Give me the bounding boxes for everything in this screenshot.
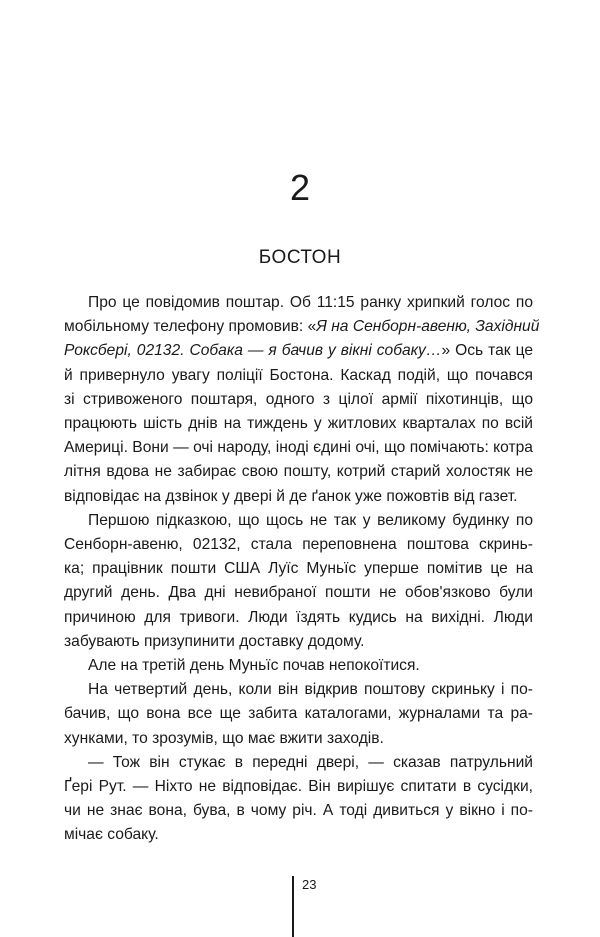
text-line [64, 460, 533, 484]
text-segment: чи не знає вона, бува, в чому річ. А тоді дивиться у вікно і по- [64, 802, 533, 820]
text-line [64, 751, 533, 775]
text-line [64, 315, 540, 339]
text-segment: зі стривоженого поштаря, одного з цілої армії піхотинців, що [64, 390, 533, 408]
paragraph-p4 [64, 678, 533, 751]
text-segment: На четвертий день, коли він відкрив поштову скриньку і по- [88, 681, 533, 699]
text-line [64, 630, 533, 654]
text-line [64, 388, 533, 412]
text-segment: й привернуло увагу поліції Бостона. Каскад подій, що почався [64, 366, 533, 384]
text-line [64, 775, 533, 799]
body-text [64, 291, 540, 848]
text-segment: Америці. Вони — очі народу, іноді єдині очі, що помічають: котра [64, 439, 533, 457]
text-line [64, 606, 533, 630]
text-line [64, 557, 533, 581]
text-segment: мобільному телефону промовив: « [64, 318, 317, 336]
text-segment: працюють шість днів на тиждень у житлових кварталах по всій [64, 415, 533, 433]
text-segment: бачив, що вона все ще забита каталогами, журналами та ра- [64, 705, 533, 723]
text-line [64, 412, 533, 436]
text-segment: причиною для тривоги. Люди їздять кудись на вихідні. Люди [64, 608, 533, 626]
text-segment: другий день. Два дні невибраної пошти не обов'язково були [64, 584, 533, 602]
text-segment: мічає собаку. [64, 826, 159, 844]
text-line [64, 364, 533, 388]
text-line [64, 533, 533, 557]
text-line [64, 702, 533, 726]
text-segment: Про це повідомив поштар. Об 11:15 ранку хрипкий голос по [88, 294, 533, 311]
text-segment: хунками, то зрозумів, що має вжити заходів. [64, 729, 384, 747]
text-segment: відповідає на дзвінок у двері й де ґанок уже пожовтів від газет. [64, 487, 518, 505]
text-line [64, 339, 533, 363]
text-segment: Сенборн-авеню, 02132, стала переповнена поштова скринь- [64, 536, 533, 554]
text-segment: ка; працівник пошти США Луїс Муньїс уперше помітив це на [64, 560, 533, 578]
text-line [64, 823, 533, 847]
text-segment: Але на третій день Муньїс почав непокоїтися. [88, 657, 420, 675]
text-line [64, 291, 533, 315]
italic-quote: Роксбері, 02132. Собака — я бачив у вікні собаку… [64, 342, 442, 360]
text-segment: » Ось так це [441, 342, 533, 360]
paragraph-p2 [64, 509, 533, 654]
chapter-title: БОСТОН [258, 247, 342, 268]
text-segment: Першою підказкою, що щось не так у великому будинку по [88, 511, 533, 529]
text-line [64, 581, 533, 605]
text-segment: літня вдова не забирає свою пошту, котрий старий холостяк не [64, 463, 533, 481]
text-line [64, 678, 533, 702]
page-number: 23 [302, 877, 317, 892]
text-line [64, 509, 533, 533]
chapter-number: 2 [289, 167, 311, 208]
text-segment: Ґері Рут. — Ніхто не відповідає. Він вирішує спитати в сусідки, [64, 778, 533, 796]
paragraph-p3 [64, 654, 533, 678]
italic-quote: Я на Сенборн-авеню, Західний [316, 318, 540, 336]
text-line [64, 727, 533, 751]
text-line [64, 485, 533, 509]
text-line [64, 799, 533, 823]
text-segment: забувають призупинити доставку додому. [64, 632, 365, 650]
paragraph-p1 [64, 291, 540, 509]
text-line [64, 436, 533, 460]
footer-rule [292, 876, 294, 937]
text-line [64, 654, 533, 678]
text-segment: — Тож він стукає в передні двері, — сказав патрульний [88, 753, 533, 771]
paragraph-p5 [64, 751, 533, 848]
